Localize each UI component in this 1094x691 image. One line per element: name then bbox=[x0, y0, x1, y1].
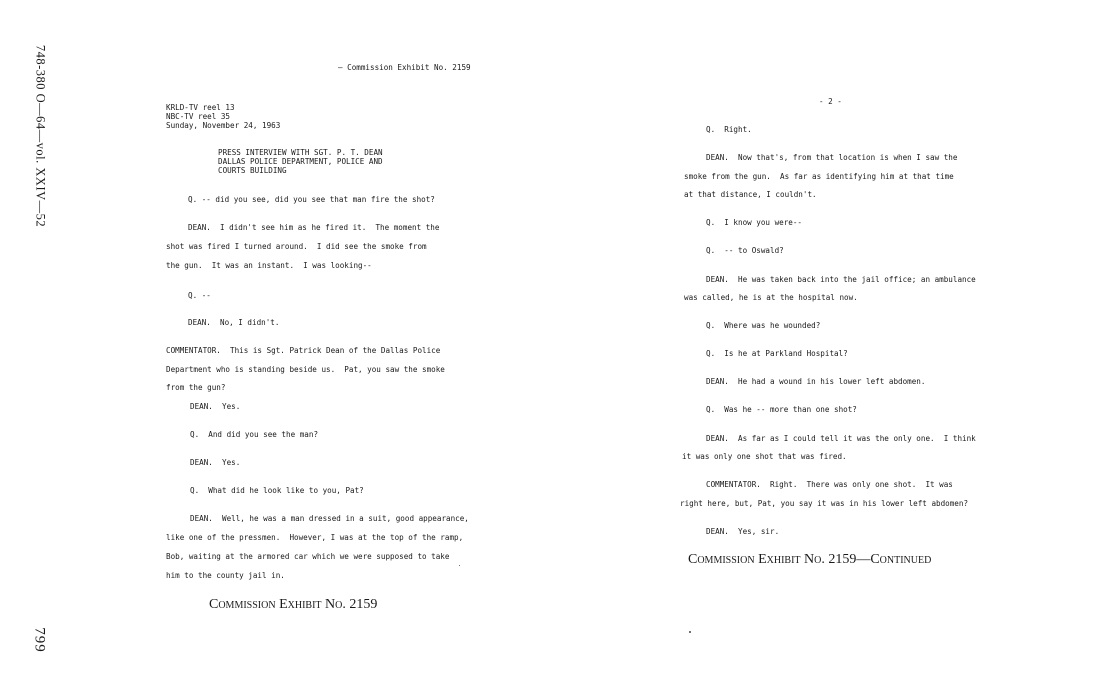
transcript-line: Bob, waiting at the armored car which we were supposed to take bbox=[166, 552, 450, 561]
transcript-line: DEAN. He had a wound in his lower left abdomen. bbox=[706, 377, 926, 386]
transcript-line: DEAN. Yes. bbox=[190, 458, 241, 467]
transcript-line: Q. Is he at Parkland Hospital? bbox=[706, 349, 848, 358]
transcript-line: DEAN. Yes, sir. bbox=[706, 527, 780, 536]
transcript-line: COMMENTATOR. This is Sgt. Patrick Dean of the Dallas Police bbox=[166, 346, 441, 355]
transcript-line: smoke from the gun. As far as identifying him at that time bbox=[684, 172, 954, 181]
transcript-line: at that distance, I couldn't. bbox=[684, 190, 817, 199]
transcript-line: Q. And did you see the man? bbox=[190, 430, 319, 439]
source-line: KRLD-TV reel 13 bbox=[166, 103, 235, 112]
transcript-line: Q. Where was he wounded? bbox=[706, 321, 821, 330]
transcript-line: him to the county jail in. bbox=[166, 571, 285, 580]
transcript-line: Q. I know you were-- bbox=[706, 218, 803, 227]
exhibit-header: — Commission Exhibit No. 2159 bbox=[338, 63, 471, 72]
transcript-line: from the gun? bbox=[166, 383, 226, 392]
title-line: PRESS INTERVIEW WITH SGT. P. T. DEAN bbox=[218, 148, 383, 157]
scan-speck bbox=[689, 631, 691, 633]
transcript-line: Q. What did he look like to you, Pat? bbox=[190, 486, 364, 495]
transcript-line: the gun. It was an instant. I was looking-- bbox=[166, 261, 372, 270]
transcript-line: DEAN. As far as I could tell it was the only one. I think bbox=[706, 434, 976, 443]
page-marker: - 2 - bbox=[819, 97, 842, 106]
transcript-line: DEAN. He was taken back into the jail office; an ambulance bbox=[706, 275, 976, 284]
transcript-line: Q. Right. bbox=[706, 125, 752, 134]
transcript-line: DEAN. I didn't see him as he fired it. The moment the bbox=[188, 223, 440, 232]
transcript-line: like one of the pressmen. However, I was at the top of the ramp, bbox=[166, 533, 464, 542]
scan-speck bbox=[459, 565, 460, 566]
transcript-line: Q. Was he -- more than one shot? bbox=[706, 405, 857, 414]
title-line: DALLAS POLICE DEPARTMENT, POLICE AND bbox=[218, 157, 383, 166]
exhibit-caption-continued: Commission Exhibit No. 2159—Continued bbox=[688, 552, 932, 567]
transcript-line: Q. -- bbox=[188, 291, 211, 300]
transcript-line: DEAN. Now that's, from that location is when I saw the bbox=[706, 153, 958, 162]
transcript-line: Q. -- did you see, did you see that man fire the shot? bbox=[188, 195, 435, 204]
transcript-line: COMMENTATOR. Right. There was only one shot. It was bbox=[706, 480, 953, 489]
transcript-line: Q. -- to Oswald? bbox=[706, 246, 784, 255]
transcript-line: Department who is standing beside us. Pat, you saw the smoke bbox=[166, 365, 445, 374]
title-line: COURTS BUILDING bbox=[218, 166, 287, 175]
transcript-line: DEAN. No, I didn't. bbox=[188, 318, 280, 327]
page-number: 799 bbox=[31, 627, 48, 653]
transcript-line: DEAN. Yes. bbox=[190, 402, 241, 411]
exhibit-caption: Commission Exhibit No. 2159 bbox=[209, 597, 378, 612]
transcript-line: it was only one shot that was fired. bbox=[682, 452, 847, 461]
source-line: NBC-TV reel 35 bbox=[166, 112, 231, 121]
transcript-line: shot was fired I turned around. I did see the smoke from bbox=[166, 242, 427, 251]
source-date: Sunday, November 24, 1963 bbox=[166, 121, 281, 130]
transcript-line: was called, he is at the hospital now. bbox=[684, 293, 858, 302]
volume-side-label: 748-380 O—64—vol. XXIV—52 bbox=[33, 44, 48, 228]
transcript-line: DEAN. Well, he was a man dressed in a suit, good appearance, bbox=[190, 514, 469, 523]
transcript-line: right here, but, Pat, you say it was in his lower left abdomen? bbox=[680, 499, 969, 508]
